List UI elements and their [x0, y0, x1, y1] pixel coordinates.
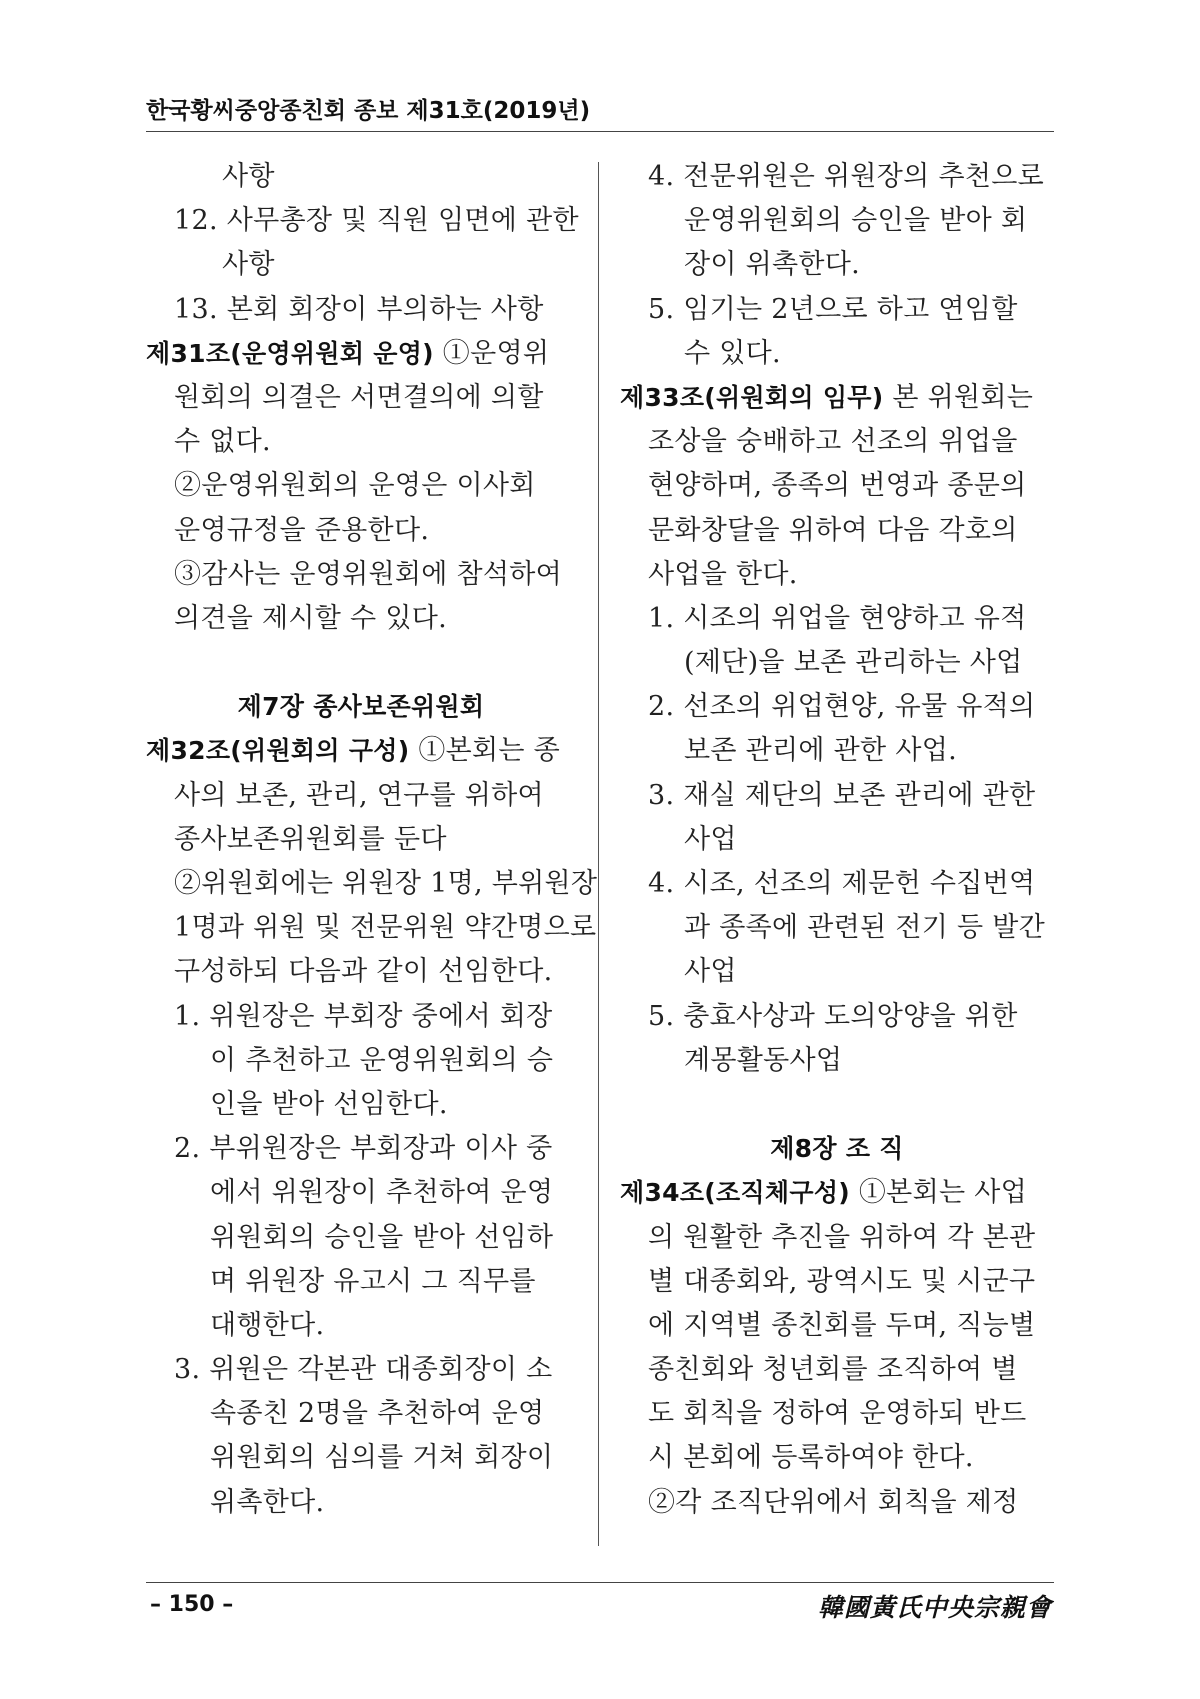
text-line: [146, 906, 597, 950]
article-title: 제31조(운영위원회 운영): [146, 338, 434, 368]
line-text: 이 추천하고 운영위원회의 승: [210, 1044, 554, 1076]
text-line: [146, 1260, 576, 1304]
text-line: [146, 774, 576, 818]
blank-line: [620, 1083, 1054, 1127]
text-line: [620, 1481, 1054, 1525]
text-line: [620, 1436, 1054, 1480]
line-text: 문화창달을 위하여 다음 각호의: [648, 514, 1018, 546]
text-line: [620, 332, 1054, 376]
line-text: 사업: [684, 823, 737, 855]
text-line: [146, 950, 576, 994]
line-text: 시 본회에 등록하여야 한다.: [648, 1442, 974, 1474]
text-line: [146, 818, 576, 862]
text-line: [146, 597, 576, 641]
line-text: 1명과 위원 및 전문위원 약간명으로: [174, 912, 597, 944]
line-text: ①본회는 사업: [850, 1177, 1027, 1209]
line-text: 13. 본회 회장이 부의하는 사항: [174, 293, 544, 325]
footer-rule: [146, 1582, 1054, 1583]
line-text: 5. 임기는 2년으로 하고 연임할: [648, 293, 1018, 325]
text-line: [620, 1304, 1054, 1348]
line-text: 장이 위촉한다.: [684, 249, 861, 281]
line-text: 도 회칙을 정하여 운영하되 반드: [648, 1398, 1027, 1430]
line-text: 사항: [222, 161, 275, 192]
line-text: 종사보존위원회를 둔다: [174, 823, 447, 855]
text-line: [620, 818, 1054, 862]
text-line: [146, 376, 576, 420]
text-line: [620, 199, 1054, 243]
text-line: [146, 243, 576, 287]
chapter-heading: 제8장 조 직: [770, 1134, 904, 1164]
text-line: [620, 950, 1054, 994]
article-title: 제34조(조직체구성): [620, 1178, 850, 1208]
text-line: [620, 243, 1054, 287]
text-line: [146, 1127, 576, 1171]
line-text: 위원회의 승인을 받아 선임하: [210, 1221, 554, 1253]
article-line: [146, 332, 576, 376]
line-text: 5. 충효사상과 도의앙양을 위한: [648, 1000, 1018, 1032]
text-line: [146, 1436, 576, 1480]
text-line: [146, 1392, 576, 1436]
line-text: 4. 전문위원은 위원장의 추천으로: [648, 161, 1044, 192]
line-text: 계몽활동사업: [684, 1044, 843, 1076]
article-title: 제32조(위원회의 구성): [146, 736, 410, 766]
text-line: [620, 1260, 1054, 1304]
text-line: [146, 1216, 576, 1260]
line-text: 2. 선조의 위업현양, 유물 유적의: [648, 691, 1036, 723]
text-line: [620, 155, 1054, 199]
line-text: 운영위원회의 승인을 받아 회: [684, 205, 1028, 237]
text-line: [146, 862, 598, 906]
page-number: – 150 –: [150, 1592, 234, 1617]
line-text: 속종친 2명을 추천하여 운영: [210, 1398, 545, 1430]
line-text: 운영규정을 준용한다.: [174, 514, 430, 546]
text-line: [620, 1348, 1054, 1392]
line-text: 위원회의 심의를 거쳐 회장이: [210, 1442, 554, 1474]
line-text: 위촉한다.: [210, 1486, 325, 1518]
line-text: ②운영위원회의 운영은 이사회: [174, 470, 536, 502]
line-text: ②각 조직단위에서 회칙을 제정: [648, 1486, 1019, 1518]
line-text: 대행한다.: [210, 1309, 325, 1341]
text-line: [620, 906, 1054, 950]
text-line: [146, 1481, 576, 1525]
blank-line: [146, 641, 576, 685]
text-line: [146, 1083, 576, 1127]
line-text: 의견을 제시할 수 있다.: [174, 602, 447, 634]
text-line: [620, 685, 1054, 729]
line-text: 의 원활한 추진을 위하여 각 본관: [648, 1221, 1036, 1253]
text-line: [146, 1304, 576, 1348]
line-text: 사의 보존, 관리, 연구를 위하여: [174, 779, 544, 811]
line-text: 사항: [222, 249, 275, 281]
line-text: 에 지역별 종친회를 두며, 직능별: [648, 1309, 1036, 1341]
right-column: [620, 155, 1054, 1525]
line-text: ①본회는 종: [409, 735, 561, 767]
line-text: 2. 부위원장은 부회장과 이사 중: [174, 1133, 553, 1165]
text-line: [620, 288, 1054, 332]
line-text: 에서 위원장이 추천하여 운영: [210, 1177, 554, 1209]
text-line: [146, 1348, 576, 1392]
line-text: ③감사는 운영위원회에 참석하여: [174, 558, 563, 590]
line-text: 3. 위원은 각본관 대종회장이 소: [174, 1354, 553, 1386]
chapter-heading: 제7장 종사보존위원회: [237, 692, 485, 722]
text-line: [146, 199, 579, 243]
line-text: 과 종족에 관련된 전기 등 발간: [684, 912, 1045, 944]
text-line: [620, 862, 1054, 906]
column-divider: [598, 162, 599, 1546]
line-text: 사업을 한다.: [648, 558, 798, 590]
line-text: 수 있다.: [684, 337, 781, 369]
line-text: 인을 받아 선임한다.: [210, 1088, 448, 1120]
text-line: [620, 1039, 1054, 1083]
text-line: [620, 553, 1054, 597]
line-text: 현양하며, 종족의 번영과 종문의: [648, 470, 1027, 502]
line-text: 보존 관리에 관한 사업.: [684, 735, 957, 767]
text-line: [620, 1216, 1054, 1260]
article-line: [146, 729, 576, 773]
line-text: ②위원회에는 위원장 1명, 부위원장: [174, 868, 598, 899]
text-line: [620, 420, 1054, 464]
line-text: ①운영위: [433, 337, 550, 369]
line-text: (제단)을 보존 관리하는 사업: [684, 647, 1023, 679]
line-text: 종친회와 청년회를 조직하여 별: [648, 1354, 1018, 1386]
text-line: [146, 464, 576, 508]
line-text: 수 없다.: [174, 426, 271, 458]
text-line: [146, 995, 576, 1039]
text-line: [620, 509, 1054, 553]
text-line: [146, 288, 576, 332]
line-text: 본 위원회는: [883, 381, 1034, 413]
article-line: [620, 1171, 1054, 1215]
text-line: [620, 729, 1054, 773]
line-text: 조상을 숭배하고 선조의 위업을: [648, 426, 1018, 458]
text-line: [146, 420, 576, 464]
article-line: [620, 376, 1054, 420]
line-text: 별 대종회와, 광역시도 및 시군구: [648, 1265, 1036, 1297]
text-line: [620, 464, 1054, 508]
text-line: [146, 155, 576, 199]
text-line: [620, 597, 1054, 641]
organization-name: 韓國黃氏中央宗親會: [817, 1593, 1052, 1622]
text-line: [620, 995, 1054, 1039]
left-column: [146, 155, 598, 1525]
line-text: 1. 위원장은 부회장 중에서 회장: [174, 1000, 553, 1032]
header-title: 한국황씨중앙종친회 종보 제31호(2019년): [146, 98, 591, 124]
line-text: 1. 시조의 위업을 현양하고 유적: [648, 602, 1027, 634]
article-title: 제33조(위원회의 임무): [620, 382, 884, 412]
line-text: 원회의 의결은 서면결의에 의할: [174, 381, 544, 413]
text-line: [620, 774, 1054, 818]
line-text: 4. 시조, 선조의 제문헌 수집번역: [648, 868, 1036, 899]
line-text: 며 위원장 유고시 그 직무를: [210, 1265, 536, 1297]
text-line: [620, 641, 1054, 685]
text-line: [146, 509, 576, 553]
text-line: [146, 553, 576, 597]
line-text: 12. 사무총장 및 직원 임면에 관한: [174, 205, 579, 237]
running-header: [146, 92, 1054, 132]
line-text: 3. 재실 제단의 보존 관리에 관한: [648, 779, 1036, 811]
text-line: [620, 1392, 1054, 1436]
line-text: 사업: [684, 956, 737, 988]
line-text: 구성하되 다음과 같이 선임한다.: [174, 956, 553, 988]
text-line: [146, 1039, 576, 1083]
text-line: [146, 1171, 576, 1215]
